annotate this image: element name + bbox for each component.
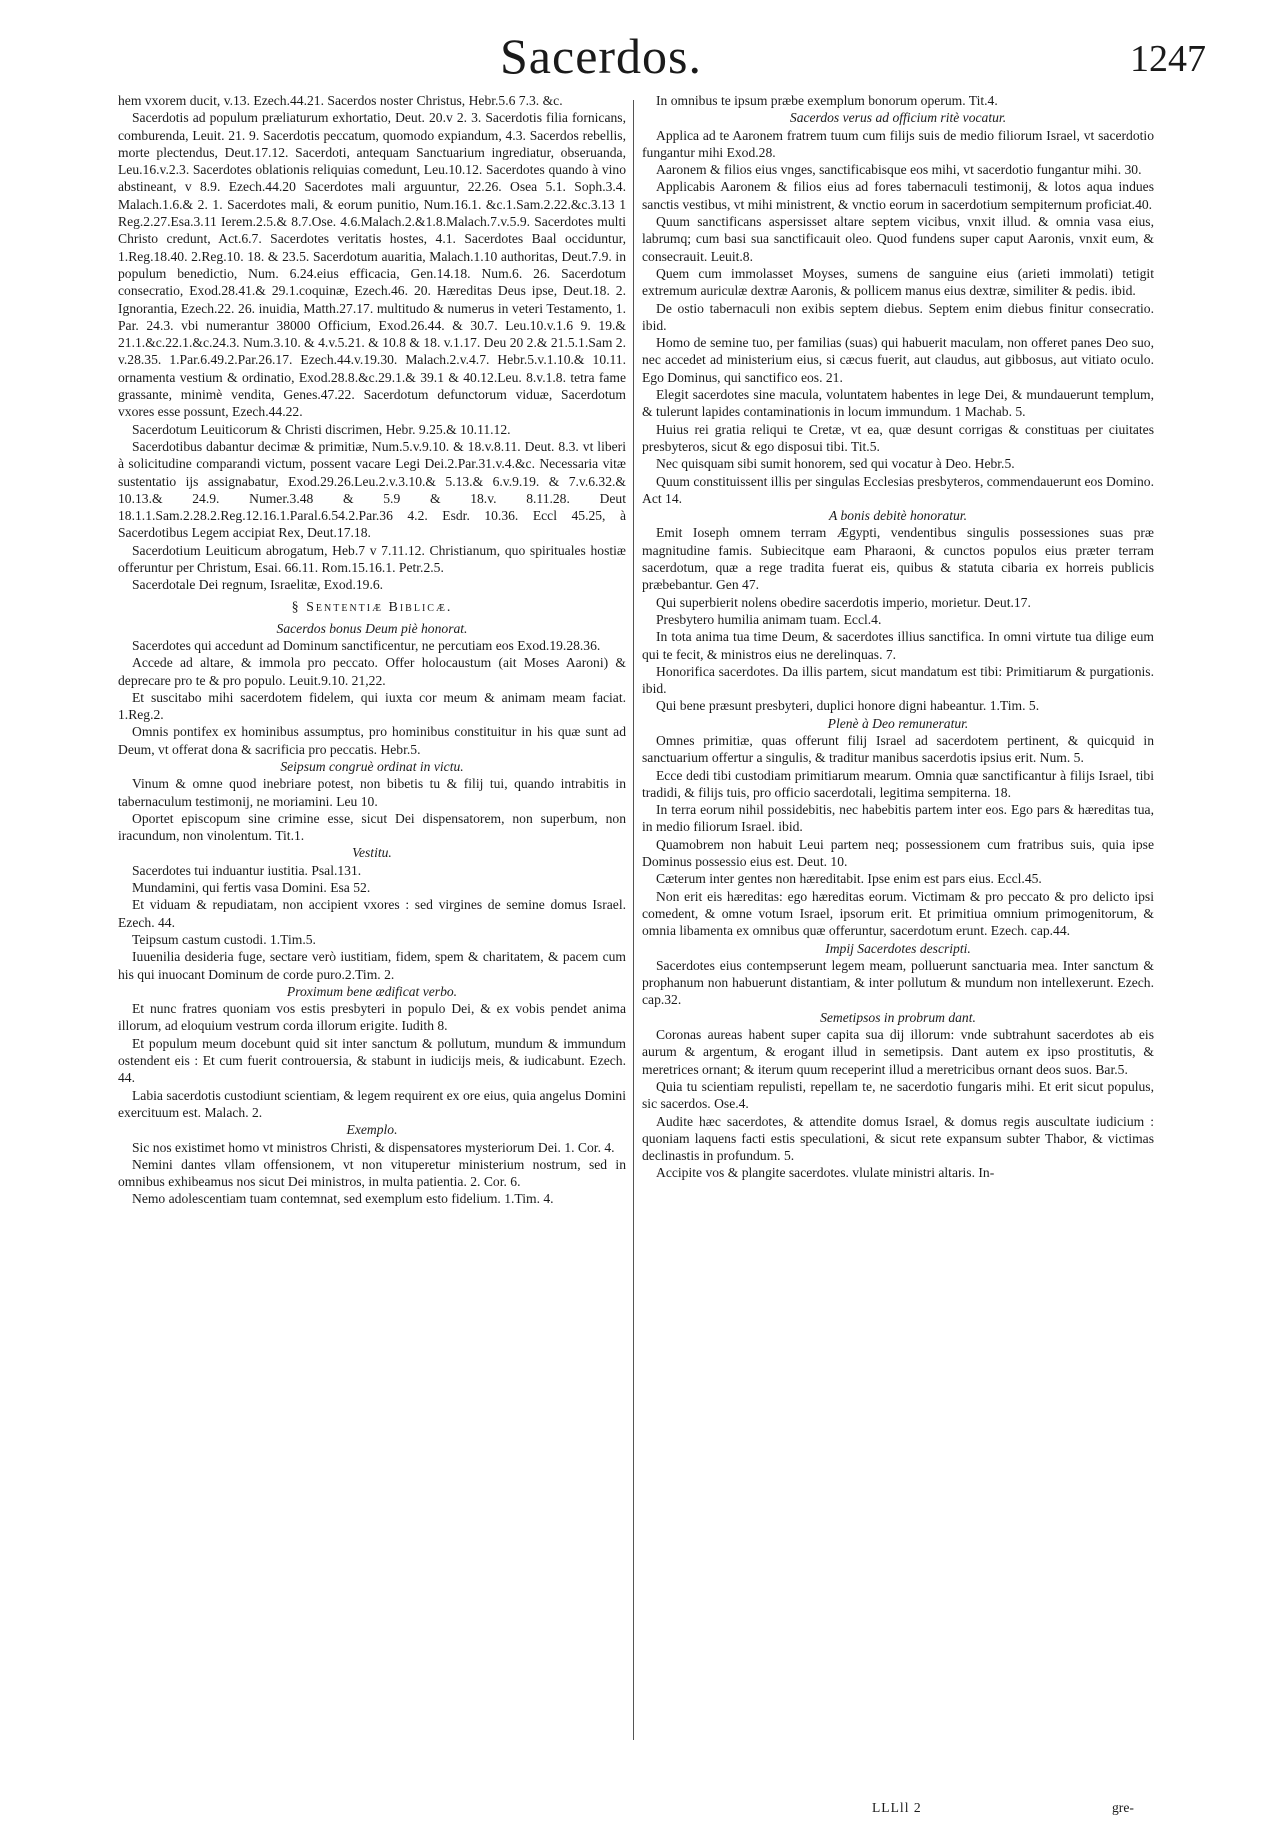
paragraph: Huius rei gratia reliqui te Cretæ, vt ea, quæ desunt corrigas & constituas per ciuitates presbyteros, sicut & ego disposui tibi. Tit.5.	[642, 421, 1154, 454]
paragraph: In tota anima tua time Deum, & sacerdotes illius sanctifica. In omni virtute tua dilige eum qui te fecit, & ministros eius ne derelinquas. 7.	[642, 629, 1154, 662]
section-heading: Semetipsos in probrum dant.	[820, 1009, 976, 1025]
paragraph: Omnis pontifex ex hominibus assumptus, pro hominibus constituitur in his quæ sunt ad Deum, vt offerat dona & sacrificia pro peccatis. Hebr.5.	[118, 724, 626, 757]
column-divider	[633, 100, 634, 1740]
paragraph: hem vxorem ducit, v.13. Ezech.44.21. Sacerdos noster Christus, Hebr.5.6 7.3. &c.	[118, 93, 563, 108]
section-heading: Exemplo.	[346, 1122, 398, 1138]
paragraph: Sacerdotum Leuiticorum & Christi discrimen, Hebr. 9.25.& 10.11.12.	[132, 421, 511, 437]
paragraph: Quum sanctificans aspersisset altare septem vicibus, vnxit illud. & omnia vasa eius, labrumq; cum basi sua sanctificauit oleo. Quod fundens super caput Aaronis, vnxit eum, & consecrauit. Leuit.8.	[642, 214, 1154, 264]
paragraph: Omnes primitiæ, quas offerunt filij Israel ad sacerdotem pertinent, & quicquid in sanctuarium offertur a singulis, & traditur manibus sacerdotis ipsius erit. Num. 5.	[642, 732, 1154, 766]
paragraph: Et suscitabo mihi sacerdotem fidelem, qui iuxta cor meum & animam meam faciat. 1.Reg.2.	[118, 689, 626, 723]
signature-mark: LLLll 2	[872, 1800, 922, 1815]
section-heading: Sacerdos verus ad officium ritè vocatur.	[789, 110, 1007, 126]
paragraph: Applica ad te Aaronem fratrem tuum cum filijs suis de medio filiorum Israel, vt sacerdotio fungantur mihi Exod.28.	[642, 127, 1154, 160]
paragraph: Nec quisquam sibi sumit honorem, sed qui vocatur à Deo. Hebr.5.	[656, 456, 1015, 472]
paragraph: Sacerdotibus dabantur decimæ & primitiæ, Num.5.v.9.10. & 18.v.8.11. Deut. 8.3. vt liberi à solicitudine comparandi victum, possent vacare Legi Dei.2.Par.31.v.4.&c. Necessaria vitæ sustentatio ijs assignabatur, Exod.29.26.Leu.2.v.3.10.& 5.13.& 6.v.9.19. & 7.v.6.32.& 10.13.& 24.9. Numer.3.48 & 5.9 & 18.v. 8.11.28. Deut 18.1.1.Sam.2.28.2.Reg.12.16.1.Paral.6.54.2.Par.36 4.2. Esdr. 10.36. Eccl 45.25, à Sacerdotibus Legem accipiat Rex, Deut.17.18.	[118, 438, 626, 541]
paragraph: Qui bene præsunt presbyteri, duplici honore digni habeantur. 1.Tim. 5.	[656, 698, 1040, 714]
section-heading: Proximum bene ædificat verbo.	[286, 983, 458, 999]
paragraph: Iuuenilia desideria fuge, sectare verò iustitiam, fidem, spem & charitatem, & pacem cum his qui inuocant Dominum de corde puro.2.Tim. 2.	[118, 949, 626, 982]
paragraph: Sacerdotium Leuiticum abrogatum, Heb.7 v 7.11.12. Christianum, quo spirituales hostiæ offeruntur per Christum, Esai. 66.11. Rom.15.16.1. Petr.2.5.	[118, 542, 626, 576]
paragraph: Et viduam & repudiatam, non accipient vxores : sed virgines de semine domus Israel. Ezech. 44.	[118, 897, 626, 930]
paragraph: Et populum meum docebunt quid sit inter sanctum & pollutum, mundum & immundum ostendent eis : Et cum fuerit controuersia, & stabunt in iudicijs meis, & iudicabunt. Ezech. 44.	[118, 1035, 626, 1086]
section-heading: Impij Sacerdotes descripti.	[825, 940, 971, 956]
paragraph: Sic nos existimet homo vt ministros Christi, & dispensatores mysteriorum Dei. 1. Cor. 4.	[132, 1139, 615, 1155]
paragraph: Non erit eis hæreditas: ego hæreditas eorum. Victimam & pro peccato & pro delicto ipsi comedent, & omne votum Israel, ipsorum erit. Et primitiua omnium primogenitorum, & omnia libamenta ex omnibus quæ offeruntur, sacerdotum erunt. Ezech. cap.44.	[642, 888, 1154, 939]
paragraph: Honorifica sacerdotes. Da illis partem, sicut mandatum est tibi: Primitiarum & purgationis. ibid.	[642, 663, 1154, 697]
paragraph: In terra eorum nihil possidebitis, nec habebitis partem inter eos. Ego pars & hæreditas tua, in medio filiorum Israel. ibid.	[642, 802, 1154, 835]
paragraph: Qui superbierit nolens obedire sacerdotis imperio, morietur. Deut.17.	[656, 594, 1031, 610]
paragraph: Quia tu scientiam repulisti, repellam te, ne sacerdotio fungaris mihi. Et erit sicut populus, sic sacerdos. Ose.4.	[642, 1078, 1154, 1112]
paragraph: Labia sacerdotis custodiunt scientiam, & legem requirent ex ore eius, quia angelus Domini exercituum est. Malach. 2.	[118, 1087, 626, 1120]
paragraph: Et nunc fratres quoniam vos estis presbyteri in populo Dei, & ex vobis pendet anima illorum, ad eloquium vestrum corda illorum erigite. Iudith 8.	[118, 1001, 626, 1034]
paragraph: Sacerdotis ad populum præliaturum exhortatio, Deut. 20.v 2. 3. Sacerdotis filia fornicans, comburenda, Leuit. 21. 9. Sacerdotis peccatum, quomodo expiandum, 4.3. Sacerdos rebellis, morte plectendus, Deut.17.12. Sacerdoti, antequam Sanctuarium ingrediatur, obseruanda, Leu.16.v.2.3. Sacerdotes oblationis reliquias comedunt, Leu.10.12. Sacerdotes quando à vino abstineant, v 8.9. Ezech.44.20 Sacerdotes mali arguuntur, 22.26. Osea 5.1. Soph.3.4. Malach.1.6.& 2. 1. Sacerdotes mali, & eorum punitio, Num.16.1. &c.1.Sam.2.22.&c.3.13 1 Reg.2.27.Esa.3.11 Ierem.2.5.& 8.7.Ose. 4.6.Malach.2.&1.8.Malach.7.v.5.9. Sacerdotes multi Christo credunt, Act.6.7. Sacerdotes veritatis hostes, 4.1. Sacerdotes Baal occiduntur, 1.Reg.18.40. 2.Reg.10. 18. & 23.5. Sacerdotum auaritia, Malach.1.10 authoritas, Deut.7.9. in populum benedictio, Num. 6.24.eius efficacia, Gen.14.18. Num.6. 26. Sacerdotum consecratio, Exod.28.41.& 29.1.coquinæ, Ezech.46. 20. Hæreditas Deus ipse, Deut.18. 2. Ignorantia, Ezech.22. 26. inuidia, Matth.27.17. multitudo & numerus in veteri Testamento, 1. Par. 24.3. vbi numerantur 38000 Officium, Exod.26.44. & 30.7. Leu.10.v.1.6 9. 19.& 21.1.&c.22.1.&c.24.3. Num.3.10. & 4.v.5.21. & 10.8 & 18. v.1.17. Deu 20 2.& 21.5.1.Sam 2. v.28.35. 1.Par.6.49.2.Par.26.17. Ezech.44.v.19.30. Malach.2.v.4.7. Hebr.5.v.1.10.& 10.11. ornamenta vestium & ordinatio, Exod.28.8.&c.29.1.& 39.1 & 40.12.Leu. 8.v.1.8. tetra fame grassante, minimè vendita, Genes.47.22. Sacerdotum defunctorum viduæ, Sacerdotum vxores esse possunt, Ezech.44.22.	[118, 110, 626, 420]
page-number: 1247	[1130, 38, 1206, 80]
paragraph: Elegit sacerdotes sine macula, voluntatem habentes in lege Dei, & mundauerunt templum, & tulerunt lapides contaminationis in locum immundum. 1 Machab. 5.	[642, 387, 1154, 420]
section-heading: Plenè à Deo remuneratur.	[827, 715, 969, 731]
paragraph: De ostio tabernaculi non exibis septem diebus. Septem enim diebus finitur consecratio. ibid.	[642, 300, 1154, 333]
section-heading: Sacerdos bonus Deum piè honorat.	[276, 620, 468, 636]
running-title: Sacerdos.	[500, 28, 702, 84]
paragraph: Ecce dedi tibi custodiam primitiarum mearum. Omnia quæ sanctificantur à filijs Israel, tibi tradidi, & filijs tuis, pro officio sacerdotali, legitima sempiterna. 18.	[642, 767, 1154, 800]
paragraph: Quum constituissent illis per singulas Ecclesias presbyteros, commendauerunt eos Domino. Act 14.	[642, 473, 1154, 506]
paragraph: Vinum & omne quod inebriare potest, non bibetis tu & filij tui, quando intrabitis in tabernaculum testimonij, ne moriamini. Leu 10.	[118, 776, 626, 809]
section-heading: Vestitu.	[352, 845, 392, 861]
paragraph: Sacerdotes eius contempserunt legem meam, polluerunt sanctuaria mea. Inter sanctum & prophanum non habuerunt distantiam, & inter pollutum & mundum non intellexerunt. Ezech. cap.32.	[642, 957, 1154, 1008]
paragraph: In omnibus te ipsum præbe exemplum bonorum operum. Tit.4.	[656, 93, 998, 108]
paragraph: Presbytero humilia animam tuam. Eccl.4.	[656, 611, 882, 627]
paragraph: Aaronem & filios eius vnges, sanctificabisque eos mihi, vt sacerdotio fungantur mihi. 30.	[656, 162, 1142, 178]
right-column	[642, 92, 1154, 1792]
paragraph: Teipsum castum custodi. 1.Tim.5.	[132, 931, 316, 947]
paragraph: Oportet episcopum sine crimine esse, sicut Dei dispensatorem, non superbum, non iracundum, non vinolentum. Tit.1.	[118, 810, 626, 844]
paragraph: Quamobrem non habuit Leui partem neq; possessionem cum fratribus suis, quia ipse Dominus possessio eius est. Deut. 10.	[642, 836, 1154, 870]
paragraph: Nemo adolescentiam tuam contemnat, sed exemplum esto fidelium. 1.Tim. 4.	[132, 1191, 554, 1207]
section-heading: A bonis debitè honoratur.	[829, 508, 967, 524]
paragraph: Nemini dantes vllam offensionem, vt non vituperetur ministerium nostrum, sed in omnibus exhibeamus nos sicut Dei ministros, in multa patientia. 2. Cor. 6.	[118, 1156, 626, 1190]
page-footer	[642, 1800, 1154, 1822]
paragraph: Quem cum immolasset Moyses, sumens de sanguine eius (arieti immolati) tetigit extremum auriculæ dextræ Aaronis, & pollicem manus eius dextræ, similiter & pedis. ibid.	[642, 265, 1154, 299]
paragraph: Sacerdotes tui induantur iustitia. Psal.131.	[132, 862, 362, 878]
paragraph: Coronas aureas habent super capita sua dij illorum: vnde subtrahunt sacerdotes ab eis aurum & argentum, & erogant illud in semetipsis. Dant autem ex ipso prostitutis, & meretrices ornant; & iterum quum receperint illud a meretricibus ornant deos suos. Bar.5.	[642, 1027, 1154, 1077]
paragraph: Mundamini, qui fertis vasa Domini. Esa 52.	[132, 880, 371, 896]
paragraph: Sacerdotale Dei regnum, Israelitæ, Exod.19.6.	[132, 577, 384, 593]
page-header	[0, 22, 1276, 92]
paragraph: Applicabis Aaronem & filios eius ad fores tabernaculi testimonij, & lotos aqua indues sanctis vestibus, vt mihi ministrent, & vnctio eorum in sacerdotium sempiternum proficiat.40.	[642, 179, 1154, 212]
paragraph: Sacerdotes qui accedunt ad Dominum sanctificentur, ne percutiam eos Exod.19.28.36.	[132, 637, 601, 653]
paragraph: Cæterum inter gentes non hæreditabit. Ipse enim est pars eius. Eccl.45.	[656, 871, 1042, 887]
paragraph: Accede ad altare, & immola pro peccato. Offer holocaustum (ait Moses Aaroni) & deprecare pro te & pro populo. Leuit.9.10. 21,22.	[118, 655, 626, 688]
section-heading: Seipsum congruè ordinat in victu.	[280, 758, 464, 774]
main-heading: § Sententiæ Biblicæ.	[291, 599, 453, 615]
left-column	[118, 92, 626, 1792]
paragraph: Emit Ioseph omnem terram Ægypti, vendentibus singulis possessiones suas præ magnitudine famis. Subiecitque eam Pharaoni, & cunctos populos eius præter terram sacerdotum, quæ a rege tradita fuerat eis, quibus & statuta cibaria ex horreis publicis præbebantur. Gen 47.	[642, 525, 1154, 593]
paragraph: Accipite vos & plangite sacerdotes. vlulate ministri altaris. In-	[656, 1165, 995, 1181]
paragraph: Audite hæc sacerdotes, & attendite domus Israel, & domus regis auscultate iudicium : quoniam laquens facti estis speculationi, & sicut rete expansum subter Thabor, & victimas declinastis in profundum. 5.	[642, 1113, 1154, 1164]
paragraph: Homo de semine tuo, per familias (suas) qui habuerit maculam, non offeret panes Deo suo, nec accedet ad ministerium eius, si cæcus fuerit, aut claudus, aut gibbosus, aut vitiato oculo. Ego Dominus, qui sanctifico eos. 21.	[642, 335, 1154, 385]
catchword: gre-	[1112, 1800, 1134, 1815]
